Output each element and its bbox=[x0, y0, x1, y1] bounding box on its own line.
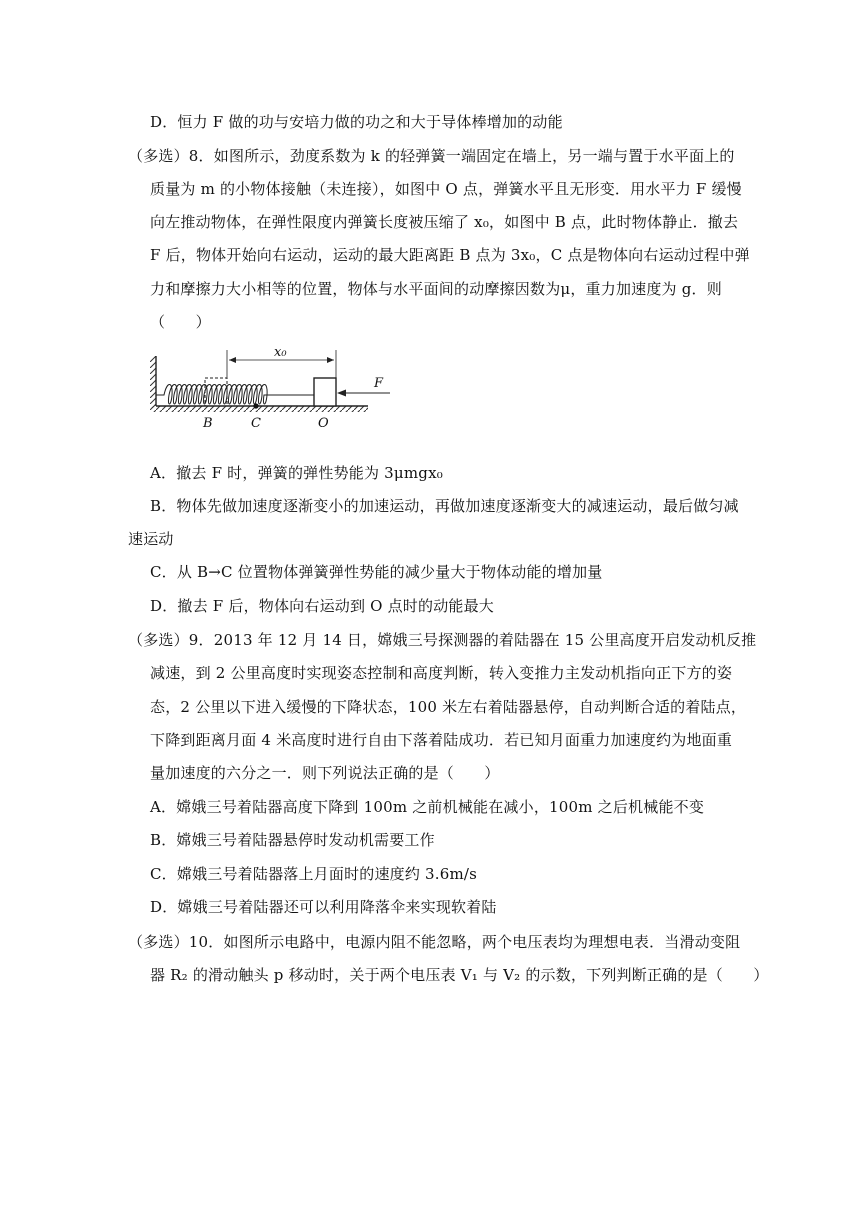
q9-option-a: A．嫦娥三号着陆器高度下降到 100m 之前机械能在减小，100m 之后机械能不变 bbox=[150, 798, 705, 816]
x0-label: x₀ bbox=[274, 345, 287, 360]
q9-stem-line-1: （多选）9．2013 年 12 月 14 日，嫦娥三号探测器的着陆器在 15 公里高度开启发动机反推 bbox=[128, 631, 757, 649]
wall bbox=[150, 356, 156, 408]
q8-stem-line-3: 向左推动物体，在弹性限度内弹簧长度被压缩了 x₀，如图中 B 点，此时物体静止．撤去 bbox=[150, 213, 739, 231]
q7-option-d: D．恒力 F 做的功与安培力做的功之和大于导体棒增加的动能 bbox=[150, 113, 563, 131]
q10-stem-line-2: 器 R₂ 的滑动触头 p 移动时，关于两个电压表 V₁ 与 V₂ 的示数，下列判断正确的是（ ） bbox=[150, 966, 769, 984]
q9-option-b: B．嫦娥三号着陆器悬停时发动机需要工作 bbox=[150, 831, 435, 849]
q9-stem-line-3: 态，2 公里以下进入缓慢的下降状态，100 米左右着陆器悬停，自动判断合适的着陆点， bbox=[150, 698, 747, 716]
point-o-label: O bbox=[318, 416, 329, 431]
q8-option-b-line-2: 速运动 bbox=[128, 530, 174, 548]
q8-stem-line-1: （多选）8．如图所示，劲度系数为 k 的轻弹簧一端固定在墙上，另一端与置于水平面上的 bbox=[128, 147, 735, 165]
q8-option-d: D．撤去 F 后，物体向右运动到 O 点时的动能最大 bbox=[150, 597, 495, 615]
q9-stem-line-2: 减速，到 2 公里高度时实现姿态控制和高度判断，转入变推力主发动机指向正下方的姿 bbox=[150, 664, 733, 682]
q8-stem-line-5: 力和摩擦力大小相等的位置，物体与水平面间的动摩擦因数为μ，重力加速度为 g．则 bbox=[150, 280, 722, 298]
q8-option-b-line-1: B．物体先做加速度逐渐变小的加速运动，再做加速度逐渐变大的减速运动，最后做匀减 bbox=[150, 497, 739, 515]
point-c-dot bbox=[253, 403, 258, 408]
spring-block-figure bbox=[150, 338, 400, 454]
ground bbox=[150, 406, 368, 412]
q9-stem-line-5: 量加速度的六分之一．则下列说法正确的是（ ） bbox=[150, 764, 500, 782]
point-c-label: C bbox=[251, 416, 261, 431]
force-label: F bbox=[374, 376, 384, 391]
q8-stem-line-2: 质量为 m 的小物体接触（未连接），如图中 O 点，弹簧水平且无形变．用水平力 F 缓慢 bbox=[150, 180, 742, 198]
q8-stem-line-6: （ ） bbox=[150, 313, 211, 331]
q9-option-c: C．嫦娥三号着陆器落上月面时的速度约 3.6m/s bbox=[150, 865, 478, 883]
q8-stem-line-4: F 后，物体开始向右运动，运动的最大距离距 B 点为 3x₀，C 点是物体向右运动过程中弹 bbox=[150, 246, 750, 264]
q9-stem-line-4: 下降到距离月面 4 米高度时进行自由下落着陆成功．若已知月面重力加速度约为地面重 bbox=[150, 731, 733, 749]
q8-option-c: C．从 B→C 位置物体弹簧弹性势能的减少量大于物体动能的增加量 bbox=[150, 563, 603, 581]
q10-stem-line-1: （多选）10．如图所示电路中，电源内阻不能忽略，两个电压表均为理想电表．当滑动变阻 bbox=[128, 933, 741, 951]
spring bbox=[156, 385, 314, 405]
q9-option-d: D．嫦娥三号着陆器还可以利用降落伞来实现软着陆 bbox=[150, 898, 497, 916]
block-o bbox=[314, 378, 336, 406]
q8-option-a: A．撤去 F 时，弹簧的弹性势能为 3μmgx₀ bbox=[150, 464, 443, 482]
point-b-label: B bbox=[203, 416, 213, 431]
